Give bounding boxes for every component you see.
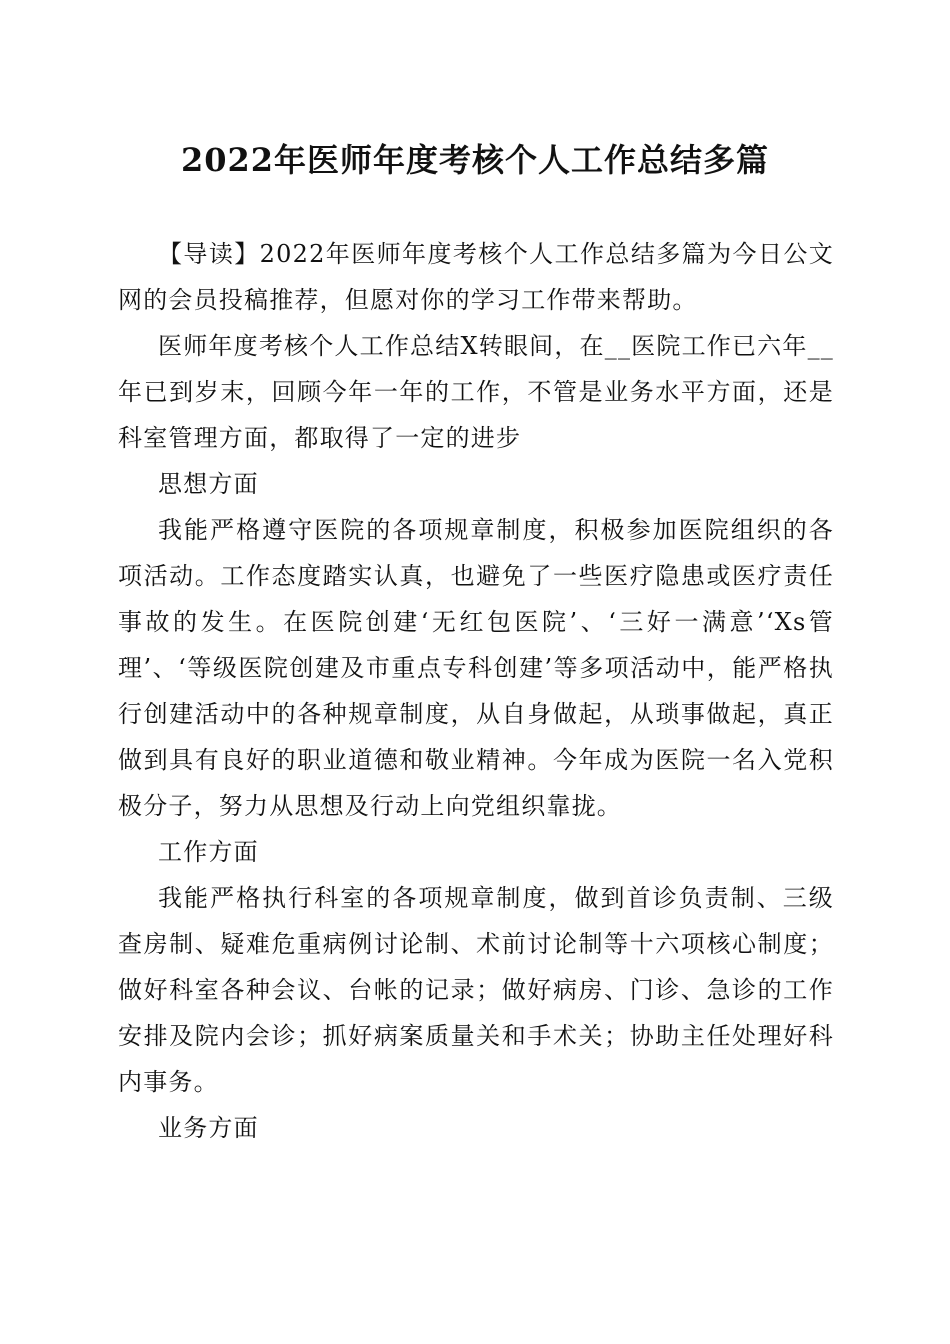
- document-body: [118, 231, 834, 1151]
- thought-paragraph: 我能严格遵守医院的各项规章制度，积极参加医院组织的各项活动。工作态度踏实认真，也避免了一些医疗隐患或医疗责任事故的发生。在医院创建‘无红包医院’、‘三好一满意’‘Xs管理’、‘等级医院创建及市重点专科创建’等多项活动中，能严格执行创建活动中的各种规章制度，从自身做起，从琐事做起，真正做到具有良好的职业道德和敬业精神。今年成为医院一名入党积极分子，努力从思想及行动上向党组织靠拢。: [118, 516, 834, 820]
- section-heading-business: 业务方面: [158, 1114, 259, 1142]
- work-paragraph: 我能严格执行科室的各项规章制度，做到首诊负责制、三级查房制、疑难危重病例讨论制、术前讨论制等十六项核心制度；做好科室各种会议、台帐的记录；做好病房、门诊、急诊的工作安排及院内会诊；抓好病案质量关和手术关；协助主任处理好科内事务。: [118, 884, 834, 1096]
- intro-paragraph: 【导读】2022年医师年度考核个人工作总结多篇为今日公文网的会员投稿推荐，但愿对你的学习工作带来帮助。: [118, 240, 834, 314]
- section-heading-work: 工作方面: [158, 838, 259, 866]
- opening-paragraph: 医师年度考核个人工作总结X转眼间，在__医院工作已六年__年已到岁末，回顾今年一年的工作，不管是业务水平方面，还是科室管理方面，都取得了一定的进步: [118, 332, 834, 452]
- document-title: 2022年医师年度考核个人工作总结多篇: [180, 141, 770, 179]
- section-heading-thought: 思想方面: [158, 470, 259, 498]
